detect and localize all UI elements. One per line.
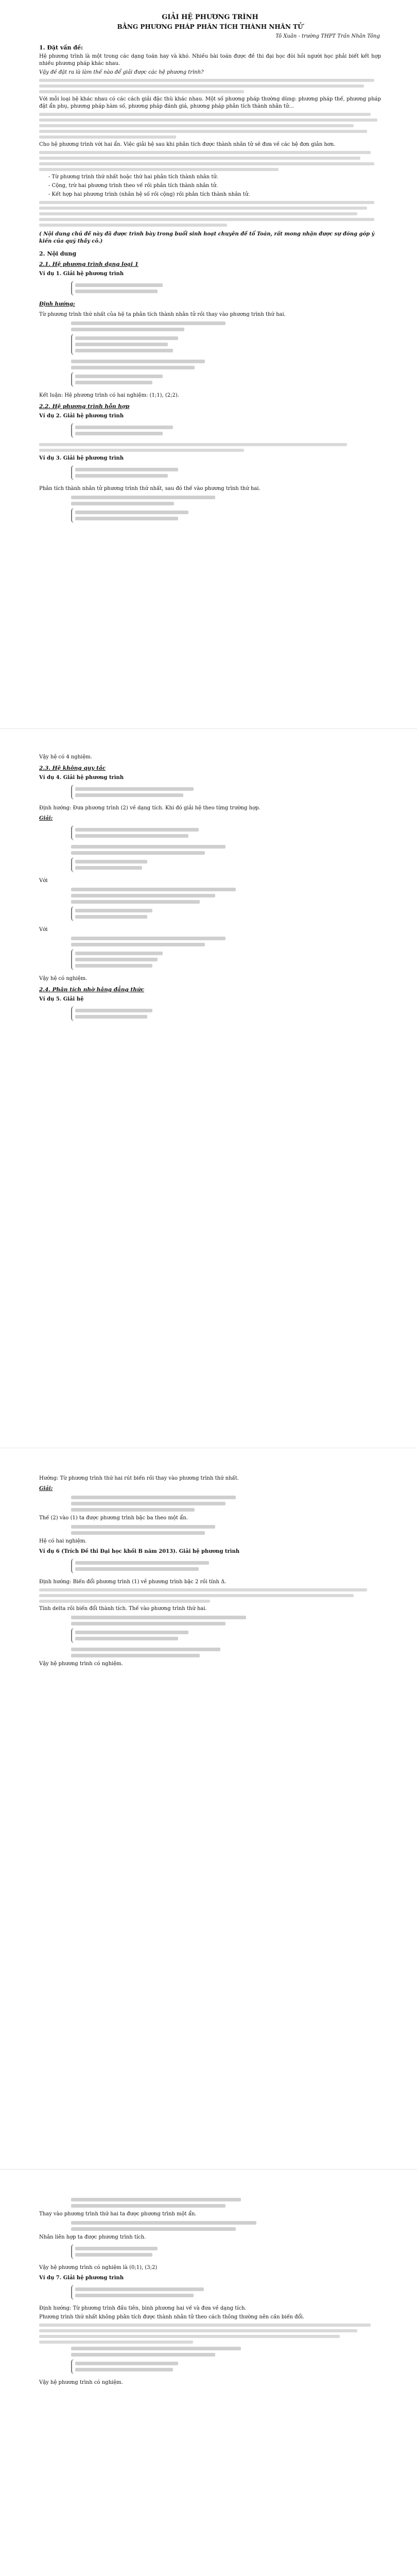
bullet-item: - Cộng, trừ hai phương trình theo vế rồi phân tích thành nhân tử. — [48, 183, 218, 189]
author-line: Tô Xuân - trường THPT Trần Nhân Tông — [275, 33, 380, 39]
equation-system — [71, 281, 390, 298]
conclusion: Vậy hệ có 4 nghiệm. — [39, 754, 92, 760]
subsection-heading: 2.1. Hệ phương trình dạng loại 1 — [39, 261, 138, 267]
section-heading: 2. Nội dung — [39, 250, 77, 257]
page-3 — [30, 1453, 390, 2164]
hint-paragraph: Hướng: Từ phương trình thứ hai rút biến rồi thay vào phương trình thứ nhất. — [39, 1476, 239, 1481]
subsection-heading: 2.3. Hệ không quy tắc — [39, 765, 106, 771]
hint-paragraph: Định hướng: Đưa phương trình (2) về dạng tích. Khi đó giải hệ theo từng trường hợp. — [39, 805, 260, 811]
paragraph: Với mỗi loại hệ khác nhau có các cách giải đặc thù khác nhau. Một số phương pháp thường dùng: phương pháp thế, phương pháp đặt ẩn phụ, phương pháp hàm số, phương pháp đánh giá, phương pháp phân tích thành nhân tử... — [39, 96, 381, 109]
conclusion: Vậy hệ có nghiệm. — [39, 976, 88, 981]
equation-work — [71, 2198, 390, 2208]
document-title: GIẢI HỆ PHƯƠNG TRÌNH — [162, 13, 258, 21]
equation-work — [71, 888, 390, 923]
conclusion: Kết luận: Hệ phương trình có hai nghiệm: (1;1), (2;2). — [39, 393, 179, 398]
text-lines — [39, 1588, 381, 1603]
page-1 — [30, 0, 390, 726]
example-7: Ví dụ 7. Giải hệ phương trình — [39, 2275, 124, 2281]
paragraph: Tính delta rồi biến đổi thành tích. Thế vào phương trình thứ hai. — [39, 1606, 207, 1612]
equation-work — [71, 825, 390, 874]
subsection-heading: 2.2. Hệ phương trình hỗn hợp — [39, 403, 130, 410]
page-divider — [0, 2169, 417, 2170]
example-1: Ví dụ 1. Giải hệ phương trình — [39, 271, 124, 277]
equation-system — [71, 465, 390, 482]
equation-work — [71, 1616, 390, 1657]
paragraph: Thế (2) vào (1) ta được phương trình bậc ba theo một ẩn. — [39, 1515, 188, 1521]
equation-system — [71, 785, 390, 802]
example-2: Ví dụ 2. Giải hệ phương trình — [39, 413, 124, 419]
note-paragraph: ( Nội dung chủ đề này đã được trình bày trong buổi sinh hoạt chuyên đề tổ Toán, rất mong nhận được sự đóng góp ý kiến của quý thầy cô.) — [39, 231, 375, 244]
conclusion: Vậy hệ phương trình có nghiệm. — [39, 1661, 123, 1667]
hint-paragraph: Định hướng: Từ phương trình đầu tiên, bình phương hai vế và đưa về dạng tích. — [39, 2306, 247, 2311]
paragraph: Hệ phương trình là một trong các dạng toán hay và khó. Nhiều bài toán được đề thi đại học đòi hỏi người học phải biết kết hợp nhiều phương pháp khác nhau. — [39, 54, 381, 66]
page-4 — [30, 2174, 390, 2576]
example-3: Ví dụ 3. Giải hệ phương trình — [39, 455, 124, 461]
question-paragraph: Vậy đề đặt ra là làm thế nào để giải được các hệ phương trình? — [39, 70, 204, 75]
example-5: Ví dụ 5. Giải hệ — [39, 996, 84, 1002]
solution-label: Giải: — [39, 1486, 53, 1492]
paragraph: Từ phương trình thứ nhất của hệ ta phân tích thành nhân tử rồi thay vào phương trình thứ hai. — [39, 312, 286, 317]
equation-work — [71, 937, 390, 972]
text-lines — [39, 113, 381, 139]
bullet-item: - Kết hợp hai phương trình (nhân hệ số rồi cộng) rồi phân tích thành nhân tử. — [48, 192, 250, 197]
subsection-heading: 2.4. Phân tích nhờ hằng đẳng thức — [39, 987, 145, 993]
solution-label: Giải: — [39, 816, 53, 821]
text-lines — [39, 443, 381, 452]
case-label: Với — [39, 878, 48, 884]
equation-work — [71, 2244, 390, 2261]
paragraph: Phân tích thành nhân tử phương trình thứ nhất, sau đó thế vào phương trình thứ hai. — [39, 486, 260, 492]
equation-work — [71, 1496, 390, 1512]
paragraph: Nhân liên hợp ta được phương trình tích. — [39, 2234, 146, 2240]
text-lines — [39, 79, 381, 93]
example-6: Ví dụ 6 (Trích Đề thi Đại học khối B năm 2013). Giải hệ phương trình — [39, 1549, 240, 1554]
conclusion: Vậy hệ phương trình có nghiệm là (0;1), (3;2) — [39, 2265, 158, 2270]
paragraph: Thay vào phương trình thứ hai ta được phương trình một ẩn. — [39, 2211, 197, 2217]
page-2 — [30, 732, 390, 1443]
paragraph: Phương trình thứ nhất không phân tích được thành nhân tử theo cách thông thường nên cần biến đổi. — [39, 2314, 305, 2320]
equation-work — [71, 321, 390, 389]
case-label: Với — [39, 927, 48, 933]
page-divider — [0, 728, 417, 729]
equation-system — [71, 1006, 390, 1023]
equation-system — [71, 423, 390, 440]
equation-work — [71, 1525, 390, 1535]
example-4: Ví dụ 4. Giải hệ phương trình — [39, 775, 124, 781]
hint-paragraph: Định hướng: Biến đổi phương trình (1) về phương trình bậc 2 rồi tính Δ. — [39, 1579, 227, 1585]
text-lines — [39, 151, 381, 171]
document-subtitle: BẰNG PHƯƠNG PHÁP PHÂN TÍCH THÀNH NHÂN TỬ — [117, 23, 303, 30]
text-lines — [39, 201, 381, 227]
conclusion: Vậy hệ phương trình có nghiệm. — [39, 2380, 123, 2385]
equation-system — [71, 2285, 390, 2302]
equation-work — [71, 496, 390, 525]
hint-label: Định hướng: — [39, 301, 75, 307]
section-heading: 1. Đặt vấn đề: — [39, 44, 83, 51]
paragraph: Cho hệ phương trình với hai ẩn. Việc giải hệ sau khi phân tích được thành nhân tử sẽ đưa về các hệ đơn giản hơn. — [39, 142, 336, 147]
equation-work — [71, 2221, 390, 2231]
conclusion: Hệ có hai nghiệm. — [39, 1538, 87, 1544]
equation-work — [71, 2347, 390, 2376]
equation-system — [71, 1558, 390, 1575]
bullet-item: - Từ phương trình thứ nhất hoặc thứ hai phân tích thành nhân tử. — [48, 174, 219, 180]
text-lines — [39, 2324, 381, 2344]
